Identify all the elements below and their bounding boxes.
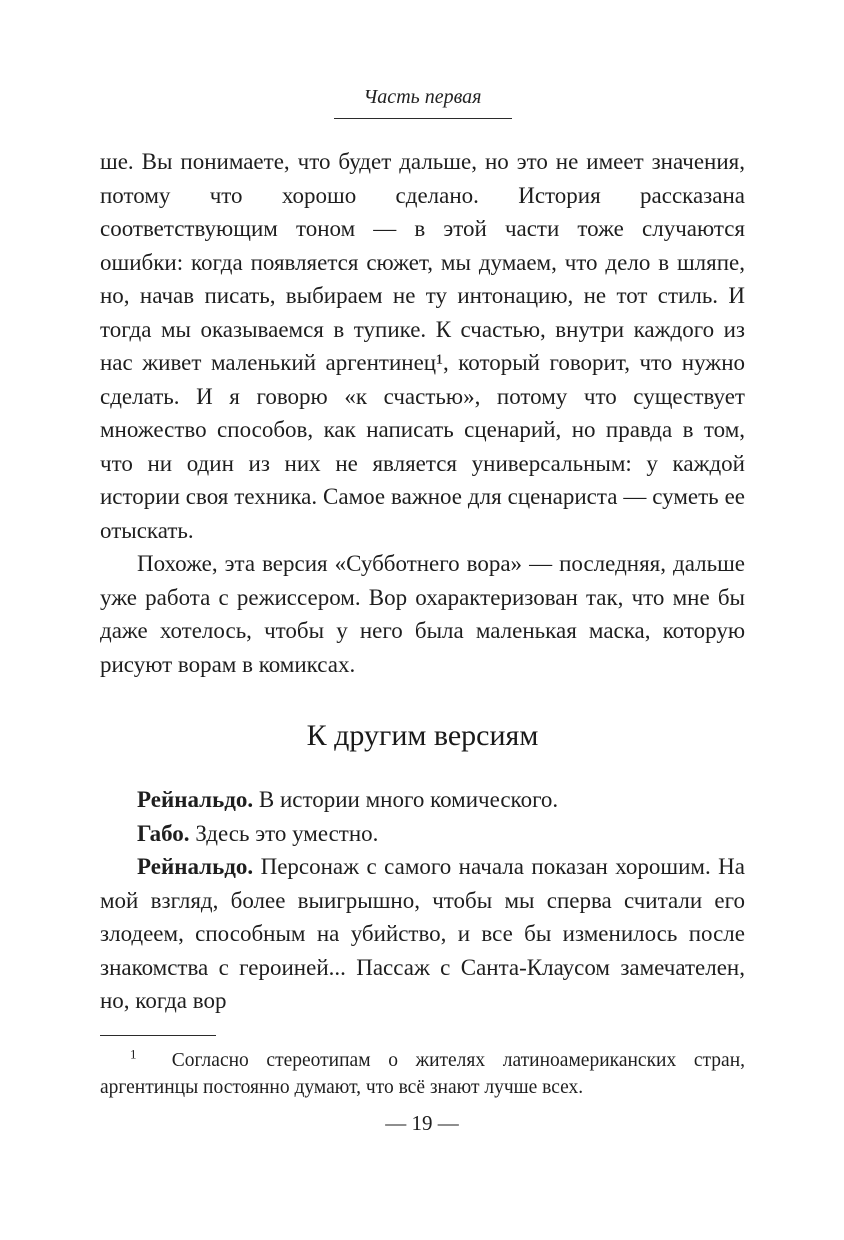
dialogue-line [100,783,745,817]
section-heading: К другим версиям [306,719,539,752]
footnote [100,1047,745,1101]
page-number: — 19 — [385,1111,459,1135]
dialogue-text: В истории много комического. [258,787,559,812]
paragraph: Похоже, эта версия «Субботнего вора» — последняя, дальше уже работа с режиссером. Вор охарактеризован так, что мне бы даже хотелось, чтобы у него была маленькая маска, которую рисуют ворам в комиксах. [100,551,745,677]
paragraph-continuation: ше. Вы понимаете, что будет дальше, но это не имеет значения, потому что хорошо сделано. История рассказана соответствующим тоном — в этой части тоже случаются ошибки: когда появляется сюжет, мы думаем, что дело в шляпе, но, начав писать, выбираем не ту интонацию, не тот стиль. И тогда мы оказываемся в тупике. К счастью, внутри каждого из нас живет маленький аргентинец¹, который говорит, что нужно сделать. И я говорю «к счастью», потому что существует множество способов, как написать сценарий, но правда в том, что ни один из них не является универсальным: у каждой истории своя техника. Самое важное для сценариста — суметь ее отыскать. [100,149,745,543]
dialogue-line [100,850,745,1018]
dialogue-line [100,817,745,851]
speaker-name: Габо. [137,820,190,846]
speaker-name: Рейнальдо. [137,854,254,879]
running-head-rule [334,118,512,119]
dialogue-text: Персонаж с самого начала показан хорошим. На мой взгляд, более выигрышно, чтобы мы сперва считали его злодеем, способным на убийство, и все бы изменилось после знакомства с героиней... Пассаж с Санта-Клаусом замечателен, но, когда вор [100,854,745,1013]
footnote-marker: 1 [130,1046,137,1061]
footnote-text: Согласно стереотипам о жителях латиноамериканских стран, аргентинцы постоянно думают, что всё знают лучше всех. [100,1049,746,1098]
body-text [100,145,745,1018]
running-head: Часть первая [363,86,482,108]
footnote-separator [100,1035,216,1036]
dialogue-text: Здесь это уместно. [195,820,379,846]
speaker-name: Рейнальдо. [137,787,254,812]
footnote-block [100,1035,745,1101]
